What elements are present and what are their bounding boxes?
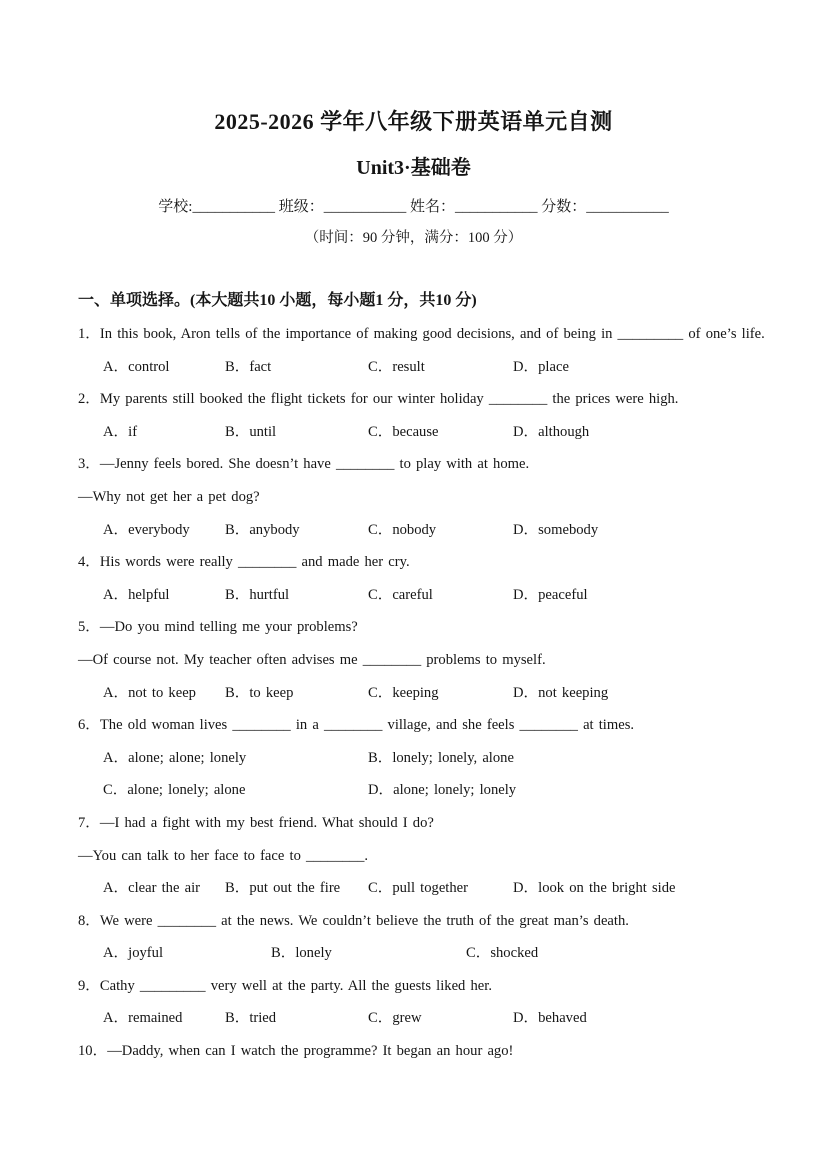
question-4-stem: 4．His words were really ________ and made her cry. xyxy=(78,554,410,571)
question-8 xyxy=(78,905,797,970)
question-7-option-d: D．look on the bright side xyxy=(513,880,676,897)
question-3-options xyxy=(78,514,797,547)
question-4-option-d: D．peaceful xyxy=(513,586,588,603)
question-5-options xyxy=(78,677,797,710)
question-1 xyxy=(78,318,797,383)
question-1-stem: 1．In this book, Aron tells of the importance of making good decisions, and of being in _________ of one’s life. xyxy=(78,326,765,342)
question-6-option-a: A．alone; alone; lonely xyxy=(103,749,247,766)
question-5-option-c: C．keeping xyxy=(368,684,439,701)
question-1-option-b: B．fact xyxy=(225,358,272,375)
question-1-option-d: D．place xyxy=(513,358,569,375)
question-10 xyxy=(78,1035,797,1068)
question-8-option-a: A．joyful xyxy=(103,945,163,962)
question-3-option-b: B．anybody xyxy=(225,521,300,538)
section-heading: 一、单项选择。(本大题共10 小题，每小题1 分，共10 分) xyxy=(78,292,477,309)
question-2-stem: 2．My parents still booked the flight tickets for our winter holiday ________ the prices were high. xyxy=(78,391,679,408)
school-label: 学校: xyxy=(158,199,193,215)
question-10-stem: 10．—Daddy, when can I watch the programme? It began an hour ago! xyxy=(78,1043,514,1060)
question-6-options-row-1 xyxy=(78,742,797,775)
question-3-stem: 3．—Jenny feels bored. She doesn’t have ________ to play with at home. xyxy=(78,456,530,473)
question-6 xyxy=(78,709,797,807)
question-7-option-a: A．clear the air xyxy=(103,880,200,897)
class-blank: ___________ xyxy=(323,199,407,215)
question-9-options xyxy=(78,1002,797,1035)
question-1-option-a: A．control xyxy=(103,358,170,375)
question-2-option-b: B．until xyxy=(225,423,277,440)
question-5-stem: 5．—Do you mind telling me your problems? xyxy=(78,619,358,636)
question-4-option-a: A．helpful xyxy=(103,586,170,603)
question-3-option-a: A．everybody xyxy=(103,521,190,538)
question-5-option-b: B．to keep xyxy=(225,684,294,701)
question-6-option-c: C．alone; lonely; alone xyxy=(103,782,246,799)
question-3-option-c: C．nobody xyxy=(368,521,437,538)
question-5-option-d: D．not keeping xyxy=(513,684,609,701)
question-7-option-c: C．pull together xyxy=(368,880,468,897)
question-3-option-d: D．somebody xyxy=(513,521,599,538)
class-label: 班级： xyxy=(278,199,324,215)
name-blank: ___________ xyxy=(454,199,538,215)
question-2 xyxy=(78,383,797,448)
question-5-option-a: A．not to keep xyxy=(103,684,196,701)
question-1-option-c: C．result xyxy=(368,358,425,375)
name-label: 姓名： xyxy=(409,199,455,215)
question-7-dialogue: —You can talk to her face to face to ________. xyxy=(78,847,369,864)
question-5-dialogue: —Of course not. My teacher often advises me ________ problems to myself. xyxy=(78,651,546,668)
question-7-option-b: B．put out the fire xyxy=(225,880,341,897)
exam-meta: （时间：90 分钟，满分：100 分） xyxy=(304,230,523,246)
student-info-line xyxy=(0,196,827,218)
question-9-option-b: B．tried xyxy=(225,1010,277,1027)
question-7 xyxy=(78,807,797,905)
question-8-option-c: C．shocked xyxy=(466,945,539,962)
question-9-option-d: D．behaved xyxy=(513,1010,587,1027)
question-4-options xyxy=(78,579,797,612)
question-2-option-c: C．because xyxy=(368,423,439,440)
question-1-options xyxy=(78,351,797,384)
question-8-stem: 8．We were ________ at the news. We couldn’t believe the truth of the great man’s death. xyxy=(78,912,629,929)
paper-subtitle: Unit3·基础卷 xyxy=(356,157,471,179)
question-6-stem: 6．The old woman lives ________ in a ________ village, and she feels ________ at times. xyxy=(78,717,635,734)
score-blank: ___________ xyxy=(586,199,669,215)
question-8-options xyxy=(78,937,797,970)
question-6-option-d: D．alone; lonely; lonely xyxy=(368,782,517,799)
question-4-option-c: C．careful xyxy=(368,586,433,603)
question-4 xyxy=(78,546,797,611)
question-2-options xyxy=(78,416,797,449)
school-blank: ___________ xyxy=(192,199,275,215)
paper-title: 2025-2026 学年八年级下册英语单元自测 xyxy=(214,109,613,134)
question-4-option-b: B．hurtful xyxy=(225,586,290,603)
question-7-options xyxy=(78,872,797,905)
question-9 xyxy=(78,970,797,1035)
question-9-option-c: C．grew xyxy=(368,1010,422,1027)
question-3 xyxy=(78,448,797,546)
score-label: 分数： xyxy=(541,199,587,215)
question-8-option-b: B．lonely xyxy=(271,945,332,962)
question-6-options-row-2 xyxy=(78,774,797,807)
question-2-option-d: D．although xyxy=(513,423,590,440)
question-2-option-a: A．if xyxy=(103,423,138,440)
question-7-stem: 7．—I had a fight with my best friend. What should I do? xyxy=(78,814,434,831)
question-6-option-b: B．lonely; lonely, alone xyxy=(368,749,514,766)
question-5 xyxy=(78,611,797,709)
question-9-stem: 9．Cathy _________ very well at the party. All the guests liked her. xyxy=(78,977,492,994)
question-9-option-a: A．remained xyxy=(103,1010,183,1027)
question-3-dialogue: —Why not get her a pet dog? xyxy=(78,488,260,505)
questions-list xyxy=(78,318,797,1068)
